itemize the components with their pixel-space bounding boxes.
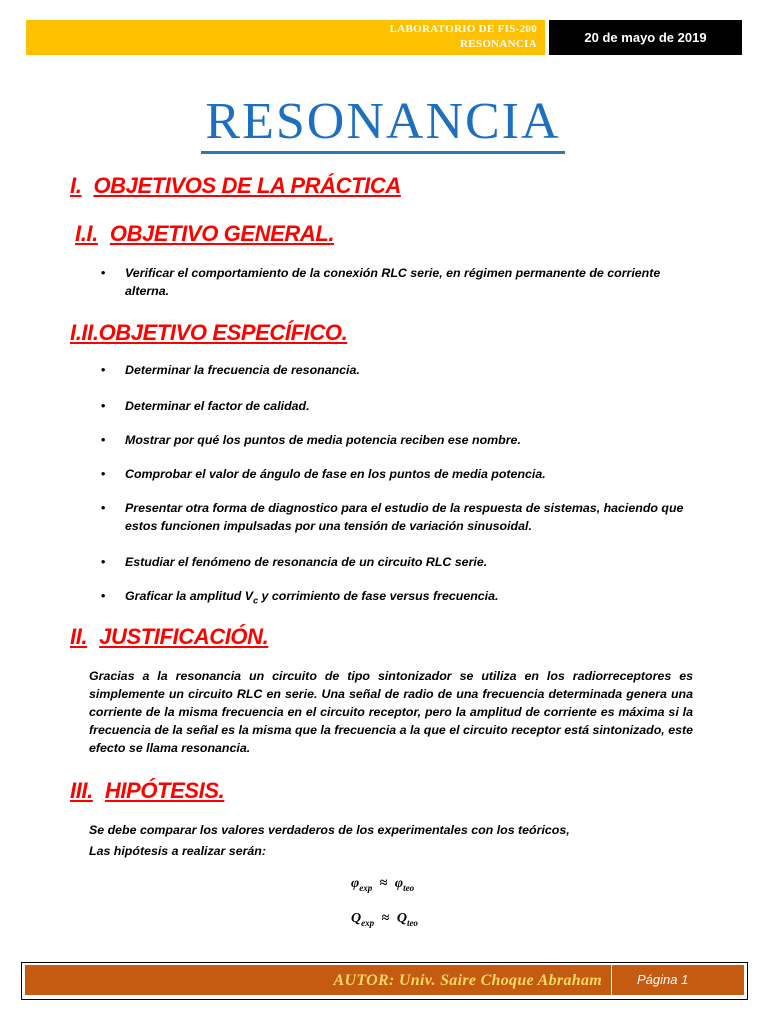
equation-quality bbox=[351, 911, 418, 928]
item-subscript: c bbox=[253, 595, 259, 606]
list-item: • Verificar el comportamiento de la conexión RLC serie, en régimen permanente de corriente alterna. bbox=[101, 264, 681, 300]
eq-rhs: φ bbox=[394, 876, 404, 891]
item-text: y corrimiento de fase versus frecuencia. bbox=[258, 589, 499, 603]
title-underline bbox=[201, 151, 565, 154]
list-item-amplitud bbox=[101, 587, 691, 609]
justificacion-paragraph: Gracias a la resonancia un circuito de tipo sintonizador se utiliza en los radiorreceptores es simplemente un circuito RLC en serie. Una señal de radio de una frecuencia determinada genera una corriente de la misma frecuencia en el circuito receptor, pero la amplitud de corriente es máxima si la frecuencia de la señal es la misma que la frecuencia a la que el circuito receptor está sintonizado, este efecto se llama resonancia. bbox=[89, 669, 693, 755]
header-bar bbox=[26, 20, 545, 55]
heading-objetivos bbox=[70, 173, 401, 199]
eq-lhs-sub: exp bbox=[359, 882, 373, 893]
list-item: • Presentar otra forma de diagnostico para el estudio de la respuesta de sistemas, haciendo que estos funcionen impulsadas por una tensión de variación sinusoidal. bbox=[101, 499, 691, 535]
hipotesis-line-2: Las hipótesis a realizar serán: bbox=[89, 844, 266, 858]
header-date: 20 de mayo de 2019 bbox=[549, 20, 742, 55]
heading-hipotesis bbox=[70, 778, 224, 804]
page-title: RESONANCIA bbox=[205, 93, 561, 150]
list-item: • Estudiar el fenómeno de resonancia de un circuito RLC serie. bbox=[101, 553, 691, 571]
header-line-2: RESONANCIA bbox=[460, 38, 537, 50]
list-item: • Comprobar el valor de ángulo de fase en los puntos de media potencia. bbox=[101, 465, 691, 483]
list-item: • Determinar la frecuencia de resonancia. bbox=[101, 361, 691, 379]
footer-author: AUTOR: Univ. Saire Choque Abraham bbox=[333, 972, 602, 989]
equation-phase bbox=[351, 876, 414, 893]
heading-text: HIPÓTESIS. bbox=[104, 778, 225, 803]
eq-rhs: Q bbox=[396, 911, 407, 926]
heading-objetivo-general bbox=[75, 221, 334, 247]
heading-number: I.I. bbox=[75, 221, 98, 246]
heading-number: I. bbox=[70, 173, 82, 198]
footer-page-number: Página 1 bbox=[637, 972, 689, 987]
heading-objetivo-especifico bbox=[70, 320, 347, 346]
heading-number: III. bbox=[70, 778, 93, 803]
eq-lhs: Q bbox=[351, 911, 362, 926]
eq-operator: ≈ bbox=[381, 911, 390, 926]
eq-lhs-sub: exp bbox=[361, 917, 375, 928]
header-line-1: LABORATORIO DE FIS-200 bbox=[389, 23, 537, 35]
list-item: • Mostrar por qué los puntos de media potencia reciben ese nombre. bbox=[101, 431, 691, 449]
eq-lhs: φ bbox=[351, 876, 360, 891]
objetivo-general-list bbox=[101, 264, 681, 300]
eq-operator: ≈ bbox=[379, 876, 388, 891]
heading-number: I.II. bbox=[70, 320, 99, 345]
list-item: • Determinar el factor de calidad. bbox=[101, 397, 691, 415]
footer-divider bbox=[611, 965, 612, 995]
heading-justificacion bbox=[70, 624, 268, 650]
heading-text: JUSTIFICACIÓN. bbox=[99, 624, 269, 649]
hipotesis-line-1: Se debe comparar los valores verdaderos de los experimentales con los teóricos, bbox=[89, 823, 570, 837]
eq-rhs-sub: teo bbox=[403, 882, 415, 893]
item-text: Graficar la amplitud V bbox=[125, 589, 254, 603]
eq-rhs-sub: teo bbox=[406, 917, 418, 928]
heading-number: II. bbox=[70, 624, 88, 649]
header-course bbox=[390, 22, 537, 52]
heading-text: OBJETIVO GENERAL. bbox=[109, 221, 335, 246]
heading-text: OBJETIVO ESPECÍFICO. bbox=[98, 320, 348, 345]
heading-text: OBJETIVOS DE LA PRÁCTICA bbox=[93, 173, 401, 198]
